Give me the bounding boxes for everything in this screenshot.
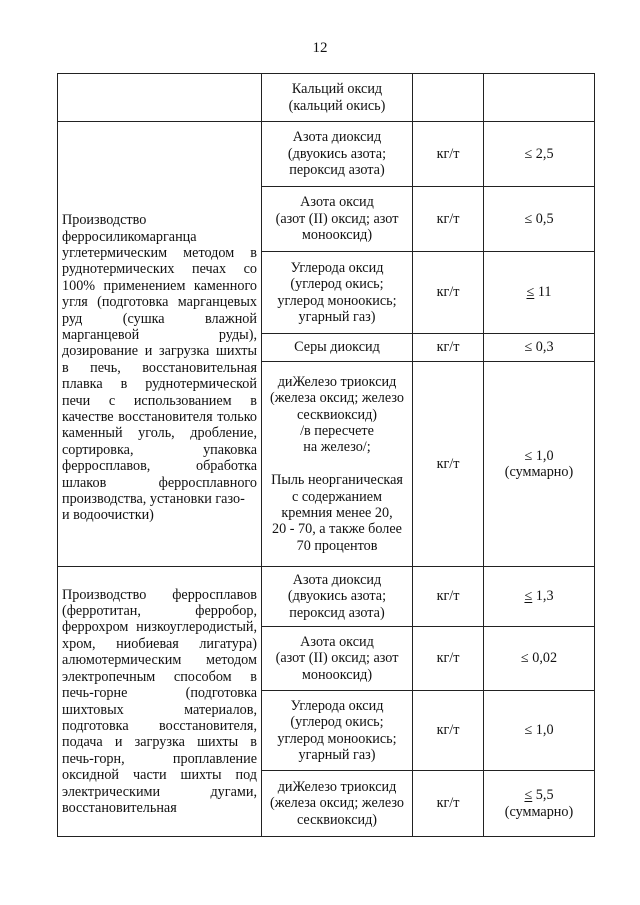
limit-value: 11 (537, 284, 552, 301)
substance-cell: диЖелезо триоксид (железа оксид; железо сесквиоксид) /в пересчете на железо/; Пыль неорганическая с содержанием кремния менее 20, 20 - 70, а также более 70 процентов (262, 362, 413, 567)
unit-cell: кг/т (413, 122, 484, 187)
limit-value: 0,5 (535, 210, 554, 227)
value-cell (484, 362, 595, 567)
substance-cell: Кальций оксид (кальций окись) (262, 74, 413, 122)
limit-value: 2,5 (535, 145, 554, 162)
value-cell (484, 567, 595, 627)
less-equal-sign: ≤ (526, 284, 535, 301)
value-note: (суммарно) (504, 803, 574, 820)
emissions-table (57, 73, 595, 837)
unit-cell: кг/т (413, 771, 484, 837)
limit-value: 5,5 (535, 787, 554, 804)
value-cell (484, 691, 595, 771)
substance-cell: Серы диоксид (262, 334, 413, 362)
unit-cell: кг/т (413, 691, 484, 771)
value-cell (484, 627, 595, 691)
less-equal-sign: ≤ (524, 588, 533, 605)
process-cell (58, 74, 262, 122)
value-cell (484, 771, 595, 837)
value-cell (484, 334, 595, 362)
substance-cell: Азота диоксид (двуокись азота; пероксид азота) (262, 122, 413, 187)
table-row (58, 122, 595, 187)
limit-value: 1,3 (535, 588, 554, 605)
limit-value: 0,02 (532, 650, 558, 667)
process-description: Производство ферросиликомарганца углетермическим методом в руднотермических печах со 100% применением каменного угля (подготовка марганцевых руд (сушка влажной марганцевой руды), дозирование и загрузка шихты в печь, восстановительная плавка в руднотермической печи с использованием в качестве восстановителя только каменный уголь, дробление, сортировка, упаковка ферросплавов, обработка шлаков ферросплавного производства, установки газо- и водоочистки) (58, 122, 262, 567)
less-equal-sign: ≤ (524, 722, 533, 739)
unit-cell: кг/т (413, 334, 484, 362)
less-equal-sign: ≤ (520, 650, 529, 667)
unit-cell: кг/т (413, 252, 484, 334)
limit-value: 0,3 (535, 339, 554, 356)
value-cell (484, 74, 595, 122)
unit-cell: кг/т (413, 187, 484, 252)
page-number: 12 (312, 40, 328, 56)
limit-value: 1,0 (535, 722, 554, 739)
table-row (58, 567, 595, 627)
substance-cell: Азота оксид (азот (II) оксид; азот монооксид) (262, 627, 413, 691)
table-row (58, 74, 595, 122)
less-equal-sign: ≤ (524, 787, 533, 804)
substance-cell: Углерода оксид (углерод окись; углерод моноокись; угарный газ) (262, 691, 413, 771)
unit-cell (413, 74, 484, 122)
less-equal-sign: ≤ (524, 210, 533, 227)
less-equal-sign: ≤ (524, 447, 533, 464)
process-description: Производство ферросплавов (ферротитан, ферробор, феррохром низкоуглеродистый, хром, ниобиевая лигатура) алюмотермическим методом электропечным способом в печь-горне (подготовка шихтовых материалов, подготовка восстановителя, подача и загрузка шихты в печь-горн, проплавление оксидной части шихты под электрическими дугами, восстановительная (58, 567, 262, 837)
limit-value: 1,0 (535, 447, 554, 464)
value-note: (суммарно) (504, 464, 574, 480)
unit-cell: кг/т (413, 567, 484, 627)
substance-cell: Углерода оксид (углерод окись; углерод моноокись; угарный газ) (262, 252, 413, 334)
less-equal-sign: ≤ (524, 145, 533, 162)
substance-cell: Азота диоксид (двуокись азота; пероксид азота) (262, 567, 413, 627)
value-cell (484, 187, 595, 252)
unit-cell: кг/т (413, 362, 484, 567)
value-cell (484, 252, 595, 334)
less-equal-sign: ≤ (524, 339, 533, 356)
value-cell (484, 122, 595, 187)
substance-cell: диЖелезо триоксид (железа оксид; железо сесквиоксид) (262, 771, 413, 837)
unit-cell: кг/т (413, 627, 484, 691)
substance-cell: Азота оксид (азот (II) оксид; азот монооксид) (262, 187, 413, 252)
